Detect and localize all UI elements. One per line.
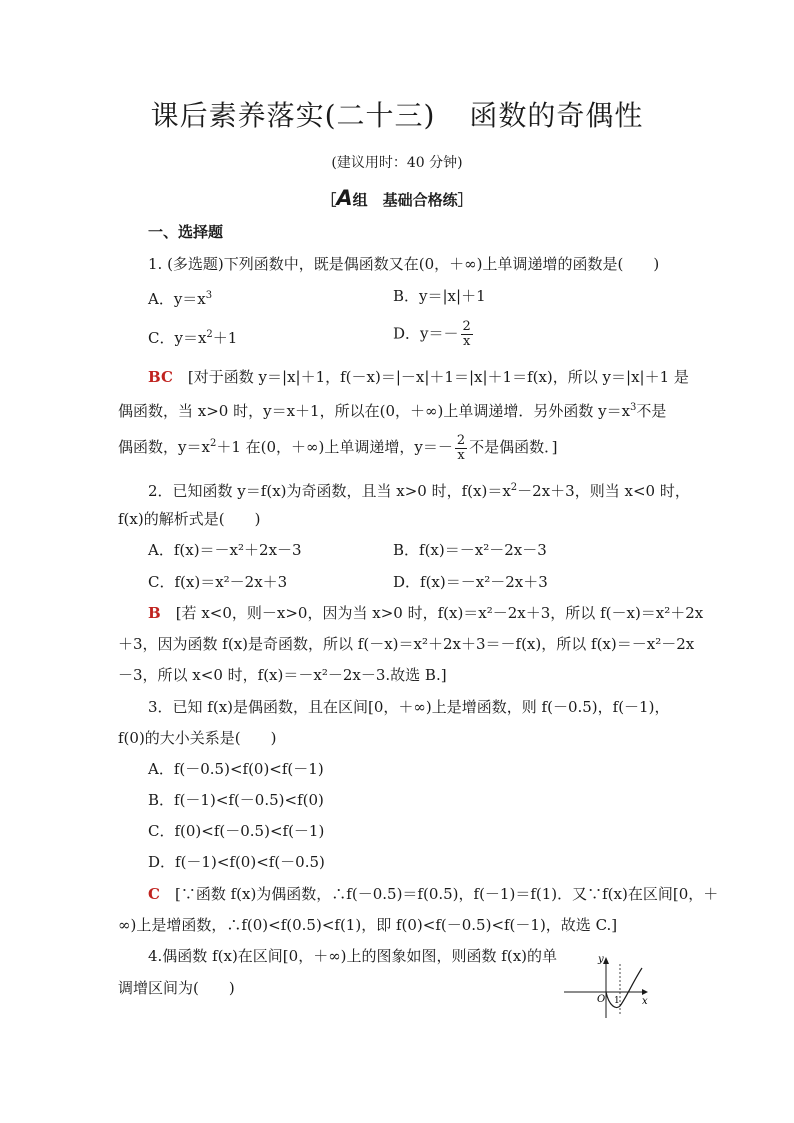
q1-explanation-1: BC [对于函数 y＝|x|＋1，f(－x)＝|－x|＋1＝|x|＋1＝f(x)，所以 y＝|x|＋1 是 xyxy=(148,368,689,386)
q1-option-d: D．y＝－ $\frac{2}{x}$ xyxy=(393,319,471,349)
fraction: $\frac{2}{x}$ xyxy=(462,319,471,349)
q3-stem-1: 3．已知 f(x)是偶函数，且在区间[0，＋∞)上是增函数，则 f(－0.5)，f(－1)， xyxy=(148,698,670,716)
q3-explanation-2: ∞)上是增函数，∴f(0)<f(0.5)<f(1)，即 f(0)<f(－0.5)<f(－1)，故选 C.] xyxy=(118,916,618,934)
q2-option-d: D．f(x)＝－x²－2x＋3 xyxy=(393,573,548,591)
q3-option-b: B．f(－1)<f(－0.5)<f(0) xyxy=(148,791,324,809)
q1-option-c: C．$y=x^2+1$ xyxy=(148,329,238,347)
function-graph xyxy=(562,950,652,1022)
origin-label: O xyxy=(597,994,606,1005)
y-label: y xyxy=(598,954,604,965)
q2-explanation-3: －3，所以 x<0 时，f(x)＝－x²－2x－3.故选 B.] xyxy=(118,666,447,684)
group-label: 组 基础合格练 xyxy=(352,191,458,209)
q2-explanation-1: B [若 x<0，则－x>0，因为当 x>0 时，f(x)＝x²－2x＋3，所以 f(－x)＝x²＋2x xyxy=(148,604,704,622)
q2-answer: B xyxy=(148,604,161,622)
q2-option-c: C．f(x)＝x²－2x＋3 xyxy=(148,573,288,591)
q2-stem-2: f(x)的解析式是( ) xyxy=(118,510,261,528)
q3-option-a: A．f(－0.5)<f(0)<f(－1) xyxy=(148,760,324,778)
title-main: 课后素养落实(二十三) xyxy=(150,99,436,132)
section-heading: 一、选择题 xyxy=(148,223,224,241)
q2-option-a: A．f(x)＝－x²＋2x－3 xyxy=(148,541,302,559)
q2-stem-1: 2．已知函数 y＝f(x)为奇函数，且当 x>0 时，$f(x)=x^2-2x+3$，则当 x<0 时， xyxy=(148,482,690,500)
group-heading: ［A组 基础合格练］ xyxy=(321,186,473,210)
q4-stem-1: 4.偶函数 f(x)在区间[0，＋∞)上的图象如图，则函数 f(x)的单 xyxy=(148,947,558,965)
q1-explanation-2: 偶函数，当 x>0 时，y＝x＋1，所以在(0，＋∞)上单调递增．另外函数 $y=x^3$不是 xyxy=(118,402,667,420)
q3-explanation-1: C [∵函数 f(x)为偶函数，∴f(－0.5)＝f(0.5)，f(－1)＝f(1)．又∵f(x)在区间[0，＋ xyxy=(148,885,719,903)
graph-curve xyxy=(606,968,642,1007)
q2-explanation-2: ＋3，因为函数 f(x)是奇函数，所以 f(－x)＝x²＋2x＋3＝－f(x)，所以 f(x)＝－x²－2x xyxy=(118,635,695,653)
q3-answer: C xyxy=(148,885,160,903)
q1-option-a: A．$y=x^3$ xyxy=(148,290,213,308)
title-sub: 函数的奇偶性 xyxy=(469,99,644,132)
time-note: (建议用时：40 分钟) xyxy=(331,155,463,171)
x-label: x xyxy=(642,996,648,1007)
tick-label: 1 xyxy=(614,996,620,1006)
y-axis-arrow xyxy=(603,957,609,964)
page-title xyxy=(0,94,794,134)
x-axis-arrow xyxy=(642,989,648,995)
q1-explanation-3: 偶函数，$y=x^2+1$ 在(0，＋∞)上单调递增，y＝－ $\frac{2}{x}$ 不是偶函数．] xyxy=(118,432,558,463)
q3-option-c: C．f(0)<f(－0.5)<f(－1) xyxy=(148,822,325,840)
q4-stem-2: 调增区间为( ) xyxy=(118,979,235,997)
q1-answer: BC xyxy=(148,368,173,386)
q1-stem: 1. (多选题)下列函数中，既是偶函数又在(0，＋∞)上单调递增的函数是( ) xyxy=(148,255,660,273)
group-letter: A xyxy=(336,186,353,210)
q3-option-d: D．f(－1)<f(0)<f(－0.5) xyxy=(148,853,325,871)
fraction: $\frac{2}{x}$ xyxy=(456,432,466,463)
q3-stem-2: f(0)的大小关系是( ) xyxy=(118,729,277,747)
q1-option-b: B．y＝|x|＋1 xyxy=(393,287,486,305)
q2-option-b: B．f(x)＝－x²－2x－3 xyxy=(393,541,547,559)
